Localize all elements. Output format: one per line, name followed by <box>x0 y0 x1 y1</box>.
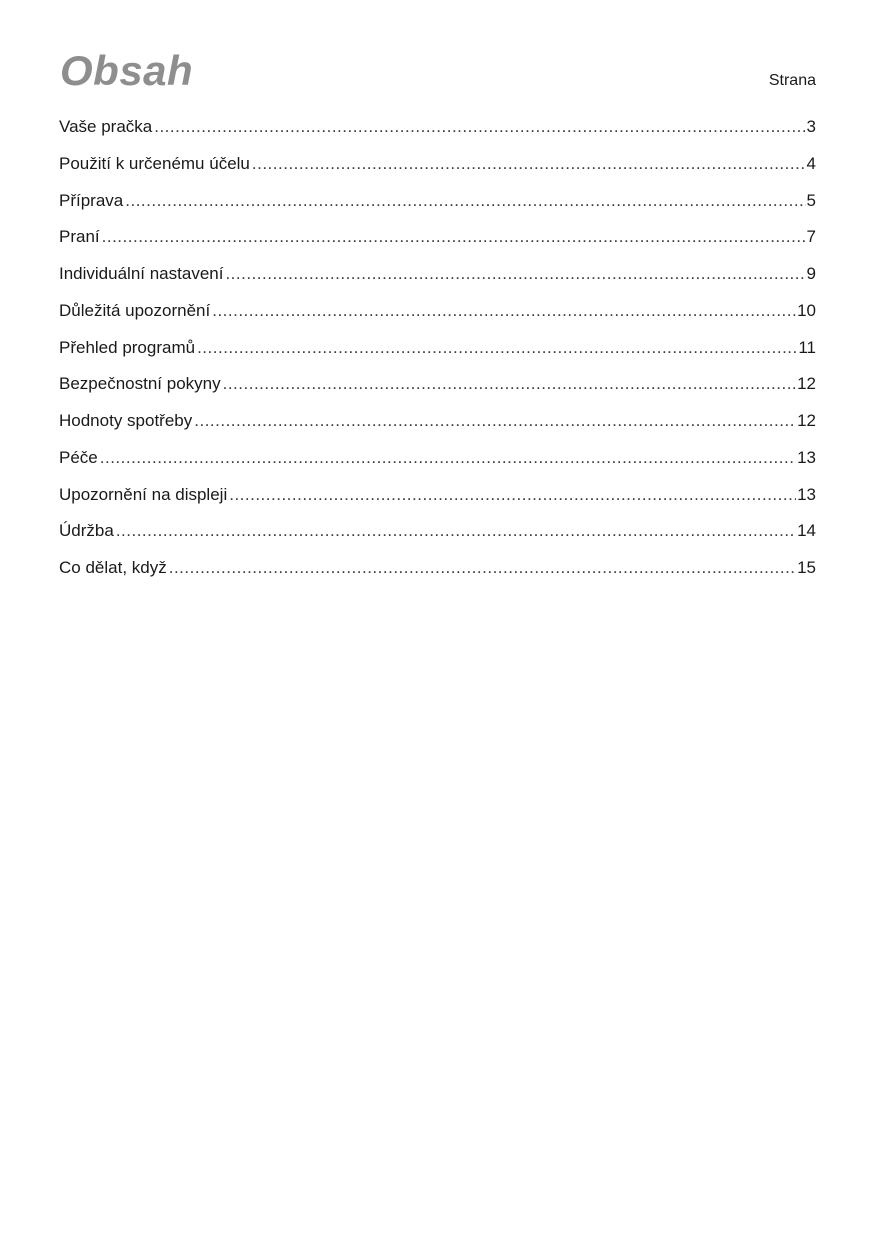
toc-entry-prani[interactable] <box>59 225 816 262</box>
toc-dot-leader <box>212 299 796 323</box>
page-title: Obsah <box>60 47 194 94</box>
toc-dot-leader <box>223 372 796 396</box>
toc-entry-dulezita-upozorneni[interactable] <box>59 299 816 336</box>
toc-dot-leader <box>252 152 806 176</box>
toc-entry-page: 9 <box>806 264 816 283</box>
toc-entry-pece[interactable] <box>59 446 816 483</box>
toc-entry-pouziti[interactable] <box>59 152 816 189</box>
toc-entry-co-delat-kdyz[interactable] <box>59 556 816 593</box>
toc-dot-leader <box>197 336 797 360</box>
toc-dot-leader <box>225 262 805 286</box>
toc-entry-label: Příprava <box>59 190 124 210</box>
toc-entry-label: Co dělat, když <box>59 558 167 577</box>
toc-entry-label: Důležitá upozornění <box>59 300 211 320</box>
toc-entry-hodnoty-spotreby[interactable] <box>59 409 816 446</box>
toc-entry-page: 15 <box>797 558 816 577</box>
toc-entry-page: 13 <box>797 484 816 504</box>
toc-entry-page: 7 <box>806 227 816 247</box>
table-of-contents <box>59 115 816 593</box>
toc-entry-priprava[interactable] <box>59 189 816 226</box>
toc-dot-leader <box>229 483 796 507</box>
toc-dot-leader <box>125 189 805 213</box>
toc-dot-leader <box>100 446 796 470</box>
toc-entry-bezpecnostni-pokyny[interactable] <box>59 372 816 409</box>
toc-entry-label: Individuální nastavení <box>59 264 224 283</box>
toc-dot-leader <box>116 519 796 543</box>
toc-dot-leader <box>102 225 806 249</box>
toc-entry-prehled-programu[interactable] <box>59 336 816 373</box>
toc-entry-page: 12 <box>797 374 816 394</box>
toc-entry-label: Údržba <box>59 521 114 541</box>
toc-entry-page: 3 <box>806 117 816 136</box>
toc-entry-vase-pracka[interactable] <box>59 115 816 152</box>
toc-entry-label: Praní <box>59 227 100 247</box>
toc-entry-page: 5 <box>806 190 816 210</box>
toc-entry-page: 10 <box>797 300 816 320</box>
toc-entry-individualni-nastaveni[interactable] <box>59 262 816 299</box>
toc-entry-page: 11 <box>798 337 816 357</box>
toc-dot-leader <box>154 115 805 139</box>
toc-entry-label: Bezpečnostní pokyny <box>59 374 221 394</box>
toc-entry-label: Vaše pračka <box>59 117 153 136</box>
toc-entry-label: Péče <box>59 447 98 467</box>
toc-entry-label: Hodnoty spotřeby <box>59 411 193 430</box>
toc-entry-page: 12 <box>797 411 816 430</box>
page-column-label: Strana <box>768 72 816 89</box>
toc-dot-leader <box>194 409 796 433</box>
toc-entry-udrzba[interactable] <box>59 519 816 556</box>
toc-entry-page: 13 <box>797 447 816 467</box>
toc-entry-page: 4 <box>806 153 816 173</box>
toc-dot-leader <box>169 556 796 580</box>
toc-entry-page: 14 <box>797 521 816 541</box>
toc-entry-label: Použití k určenému účelu <box>59 153 250 173</box>
toc-entry-label: Upozornění na displeji <box>59 484 228 504</box>
toc-entry-label: Přehled programů <box>59 337 196 357</box>
toc-entry-upozorneni-na-displeji[interactable] <box>59 483 816 520</box>
